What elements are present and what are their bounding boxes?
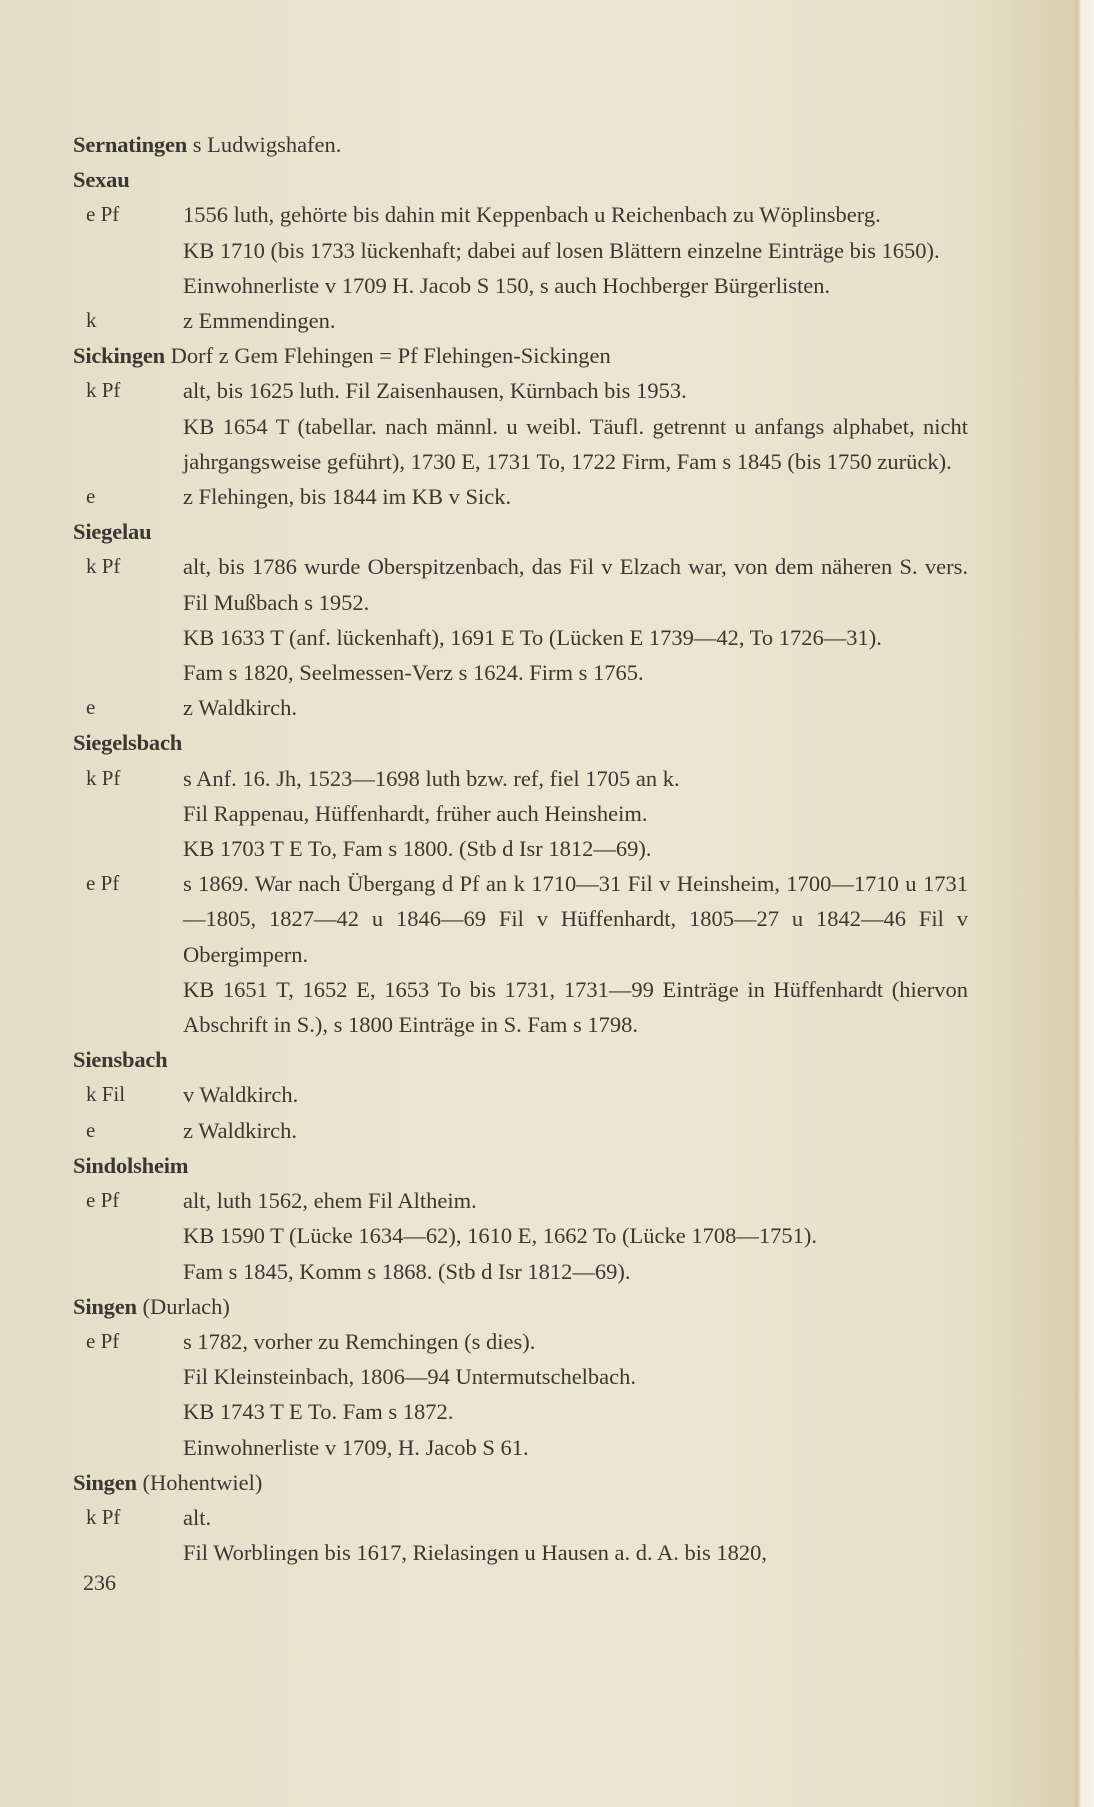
- denomination-text: [183, 549, 968, 690]
- entry-heading: [73, 162, 968, 197]
- denomination-text: [183, 1500, 968, 1570]
- place-name: Singen: [73, 1469, 137, 1495]
- entry-heading: [73, 1465, 968, 1500]
- denomination-label: e Pf: [86, 202, 120, 227]
- place-note: s Ludwigshafen.: [192, 132, 342, 157]
- denomination-label: e: [86, 1117, 96, 1142]
- denomination-row: [73, 549, 968, 690]
- place-note: (Hohentwiel): [142, 1469, 263, 1495]
- paragraph: Fam s 1845, Komm s 1868. (Stb d Isr 1812—69).: [183, 1258, 631, 1284]
- denomination-row: [73, 373, 968, 479]
- denomination-text: [183, 690, 968, 725]
- paragraph: s Anf. 16. Jh, 1523—1698 luth bzw. ref, fiel 1705 an k.: [183, 765, 680, 791]
- paragraph: Fil Kleinsteinbach, 1806—94 Untermutschelbach.: [183, 1364, 637, 1390]
- paragraph: KB 1590 T (Lücke 1634—62), 1610 E, 1662 To (Lücke 1708—1751).: [183, 1223, 817, 1249]
- place-name: Siegelsbach: [73, 730, 183, 756]
- denomination-row: [73, 690, 968, 725]
- entry: [73, 1289, 968, 1465]
- place-name: Sickingen: [73, 343, 165, 369]
- entry: [73, 162, 968, 338]
- place-name: Siensbach: [73, 1047, 168, 1073]
- page-number: 236: [83, 1570, 116, 1595]
- denomination-label: k Pf: [86, 1504, 121, 1529]
- denomination-label: k Pf: [86, 554, 121, 579]
- denomination-text: [183, 1324, 968, 1465]
- denomination-label: e Pf: [86, 1328, 120, 1353]
- denomination-label: k Pf: [86, 378, 121, 403]
- place-name: Sindolsheim: [73, 1152, 189, 1178]
- paragraph: Einwohnerliste v 1709 H. Jacob S 150, s auch Hochberger Bürgerlisten.: [183, 272, 831, 298]
- paragraph: Einwohnerliste v 1709, H. Jacob S 61.: [183, 1434, 529, 1460]
- denomination-row: [73, 303, 968, 338]
- denomination-text: [183, 1113, 968, 1148]
- place-name: Sernatingen: [73, 132, 188, 157]
- paragraph: z Emmendingen.: [183, 308, 336, 334]
- entry-heading: [73, 725, 968, 760]
- denomination-text: [183, 479, 968, 514]
- paragraph: KB 1633 T (anf. lückenhaft), 1691 E To (Lücken E 1739—42, To 1726—31).: [183, 624, 882, 650]
- paragraph: z Waldkirch.: [183, 695, 297, 721]
- gazetteer-entries: [73, 127, 968, 1570]
- denomination-row: [73, 479, 968, 514]
- denomination-row: [73, 1183, 968, 1289]
- denomination-text: [183, 1183, 968, 1289]
- paragraph: v Waldkirch.: [183, 1082, 299, 1108]
- place-name: Sexau: [73, 167, 130, 193]
- denomination-row: [73, 1077, 968, 1112]
- denomination-row: [73, 1113, 968, 1148]
- paragraph: KB 1703 T E To, Fam s 1800. (Stb d Isr 1812—69).: [183, 836, 652, 862]
- denomination-row: [73, 1324, 968, 1465]
- denomination-text: [183, 761, 968, 867]
- paragraph: Fil Worblingen bis 1617, Rielasingen u Hausen a. d. A. bis 1820,: [183, 1540, 767, 1566]
- entry: [73, 514, 968, 725]
- paragraph: s 1782, vorher zu Remchingen (s dies).: [183, 1328, 536, 1354]
- entry: [73, 1148, 968, 1289]
- denomination-label: k Fil: [86, 1082, 126, 1107]
- paragraph: alt, bis 1786 wurde Oberspitzenbach, das Fil v Elzach war, von dem näheren S. vers. Fil Mußbach s 1952.: [183, 554, 968, 615]
- entry: [73, 338, 968, 514]
- place-note: Dorf z Gem Flehingen = Pf Flehingen-Sickingen: [170, 343, 611, 369]
- place-name: Siegelau: [73, 519, 152, 545]
- entry: [73, 1465, 968, 1571]
- paragraph: 1556 luth, gehörte bis dahin mit Keppenbach u Reichenbach zu Wöplinsberg.: [183, 202, 881, 228]
- denomination-row: [73, 1500, 968, 1570]
- paragraph: KB 1710 (bis 1733 lückenhaft; dabei auf losen Blättern einzelne Einträge bis 1650).: [183, 237, 940, 263]
- page-edge: [1076, 0, 1094, 1807]
- denomination-text: [183, 866, 968, 1042]
- paragraph: Fam s 1820, Seelmessen-Verz s 1624. Firm s 1765.: [183, 660, 644, 686]
- paragraph: z Waldkirch.: [183, 1117, 297, 1143]
- paragraph: KB 1743 T E To. Fam s 1872.: [183, 1399, 454, 1425]
- paragraph: alt, luth 1562, ehem Fil Altheim.: [183, 1188, 477, 1214]
- paragraph: z Flehingen, bis 1844 im KB v Sick.: [183, 484, 512, 510]
- denomination-label: k: [86, 308, 97, 333]
- place-note: (Durlach): [142, 1293, 230, 1319]
- entry: [73, 127, 968, 162]
- entry-heading: [73, 1042, 968, 1077]
- paragraph: Fil Rappenau, Hüffenhardt, früher auch Heinsheim.: [183, 800, 648, 826]
- denomination-text: [183, 373, 968, 479]
- entry: [73, 725, 968, 1042]
- denomination-row: [73, 866, 968, 1042]
- entry-heading: [73, 514, 968, 549]
- denomination-label: e: [86, 484, 96, 509]
- denomination-label: e Pf: [86, 871, 120, 896]
- entry: [73, 1042, 968, 1148]
- place-name: Singen: [73, 1293, 137, 1319]
- denomination-text: [183, 303, 968, 338]
- paragraph: alt.: [183, 1504, 212, 1530]
- paragraph: KB 1654 T (tabellar. nach männl. u weibl. Täufl. getrennt u anfangs alphabet, nicht jahrgangsweise geführt), 1730 E, 1731 To, 1722 Firm, Fam s 1845 (bis 1750 zurück).: [183, 413, 968, 474]
- denomination-label: e: [86, 695, 96, 720]
- paragraph: KB 1651 T, 1652 E, 1653 To bis 1731, 1731—99 Einträge in Hüffenhardt (hiervon Abschrift in S.), s 1800 Einträge in S. Fam s 1798.: [183, 976, 968, 1038]
- denomination-row: [73, 761, 968, 867]
- denomination-row: [73, 197, 968, 303]
- denomination-label: e Pf: [86, 1188, 120, 1213]
- paragraph: alt, bis 1625 luth. Fil Zaisenhausen, Kürnbach bis 1953.: [183, 378, 687, 404]
- paragraph: s 1869. War nach Übergang d Pf an k 1710—31 Fil v Heinsheim, 1700—1710 u 1731—1805, 1827—42 u 1846—69 Fil v Hüffenhardt, 1805—27 u 1842—46 Fil v Obergimpern.: [183, 871, 968, 967]
- denomination-label: k Pf: [86, 765, 121, 790]
- denomination-text: [183, 197, 968, 303]
- entry-heading: [73, 1289, 968, 1324]
- denomination-text: [183, 1077, 968, 1112]
- entry-heading: [73, 127, 968, 162]
- entry-heading: [73, 1148, 968, 1183]
- entry-heading: [73, 338, 968, 373]
